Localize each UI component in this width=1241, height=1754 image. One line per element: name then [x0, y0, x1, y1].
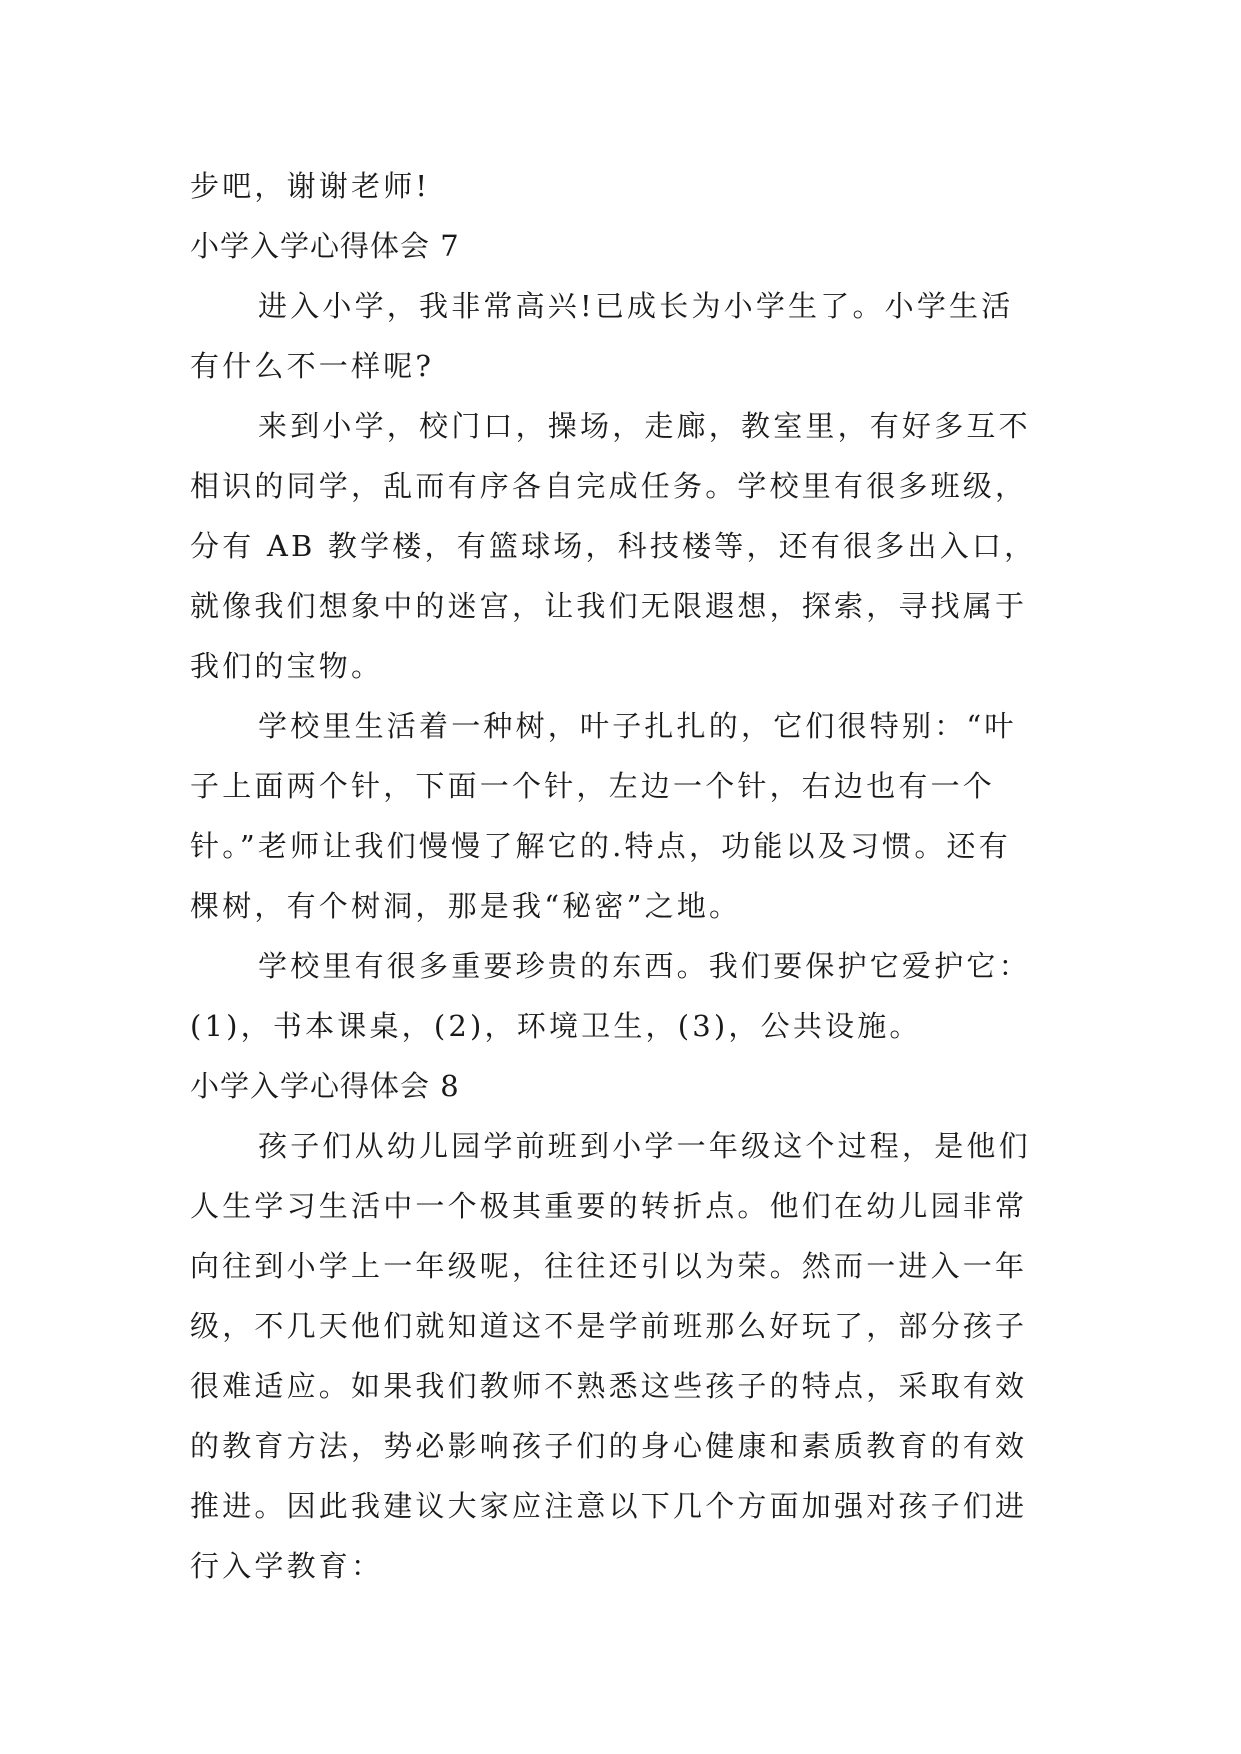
paragraph-line: 孩子们从幼儿园学前班到小学一年级这个过程，是他们 — [258, 1129, 1031, 1163]
paragraph-line: 学校里生活着一种树，叶子扎扎的，它们很特别：“叶 — [258, 709, 1017, 743]
section-heading-7: 小学入学心得体会 7 — [190, 229, 460, 263]
paragraph-line: 分有 AB 教学楼，有篮球场，科技楼等，还有很多出入口， — [190, 529, 1037, 563]
paragraph-line: 来到小学，校门口，操场，走廊，教室里，有好多互不 — [258, 409, 1031, 443]
paragraph-line: 很难适应。如果我们教师不熟悉这些孩子的特点，采取有效 — [190, 1369, 1028, 1403]
section-heading-8: 小学入学心得体会 8 — [190, 1069, 460, 1103]
paragraph-line: 相识的同学，乱而有序各自完成任务。学校里有很多班级， — [190, 469, 1028, 503]
paragraph-line: 人生学习生活中一个极其重要的转折点。他们在幼儿园非常 — [190, 1189, 1028, 1223]
text-line: 步吧，谢谢老师! — [190, 169, 431, 203]
paragraph-line: 学校里有很多重要珍贵的东西。我们要保护它爱护它： — [258, 949, 1031, 983]
paragraph-line: 的教育方法，势必影响孩子们的身心健康和素质教育的有效 — [190, 1429, 1028, 1463]
paragraph-line: 针。”老师让我们慢慢了解它的.特点，功能以及习惯。还有 — [190, 829, 1011, 863]
paragraph-line: 有什么不一样呢? — [190, 349, 435, 383]
paragraph-line: 就像我们想象中的迷宫，让我们无限遐想，探索，寻找属于 — [190, 589, 1028, 623]
paragraph-line: 级，不几天他们就知道这不是学前班那么好玩了，部分孩子 — [190, 1309, 1028, 1343]
paragraph-line: (1)，书本课桌，(2)，环境卫生，(3)，公共设施。 — [190, 1009, 922, 1043]
paragraph-line: 进入小学，我非常高兴!已成长为小学生了。小学生活 — [258, 289, 1014, 323]
paragraph-line: 行入学教育： — [190, 1549, 384, 1583]
paragraph-line: 我们的宝物。 — [190, 649, 384, 683]
paragraph-line: 棵树，有个树洞，那是我“秘密”之地。 — [190, 889, 742, 923]
paragraph-line: 向往到小学上一年级呢，往往还引以为荣。然而一进入一年 — [190, 1249, 1028, 1283]
paragraph-line: 推进。因此我建议大家应注意以下几个方面加强对孩子们进 — [190, 1489, 1028, 1523]
paragraph-line: 子上面两个针，下面一个针，左边一个针，右边也有一个 — [190, 769, 996, 803]
